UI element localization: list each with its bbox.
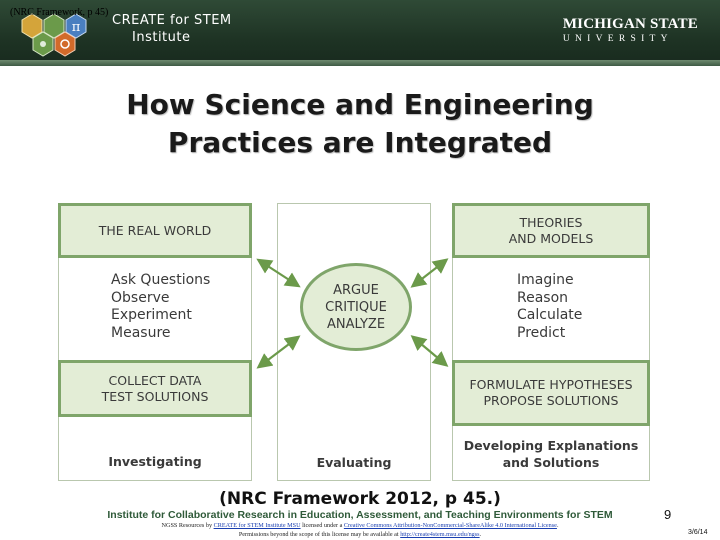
license-mid: licensed under a — [300, 522, 344, 529]
investigating-label: Investigating — [108, 454, 202, 469]
practices-diagram — [54, 203, 654, 485]
license-prefix: NGSS Resources by — [161, 522, 214, 529]
list-item: Measure — [111, 324, 171, 341]
license-end: . — [556, 522, 559, 529]
license-notice — [0, 521, 720, 539]
list-item: Calculate — [517, 307, 583, 323]
footer-line2: and Solutions — [502, 455, 600, 470]
list-item: Predict — [517, 324, 566, 341]
create-line2: Institute — [132, 30, 191, 45]
arrow-formulate-oval — [414, 338, 445, 364]
reference-overlay: (NRC Framework, p 45) — [10, 7, 109, 18]
page-number: 9 — [664, 507, 672, 522]
oval-line1: ARGUE — [333, 282, 379, 298]
title-line1: How Science and Engineering — [126, 88, 594, 121]
create-msu-link[interactable]: CREATE for STEM Institute MSU — [213, 522, 301, 529]
list-item: Ask Questions — [111, 272, 211, 288]
list-item: Experiment — [111, 307, 192, 323]
title-line2: Practices are Integrated — [167, 126, 553, 159]
list-item: Imagine — [517, 272, 574, 288]
msu-line2: UNIVERSITY — [562, 34, 673, 44]
citation: (NRC Framework 2012, p 45.) — [219, 489, 501, 509]
arrow-theories-oval — [414, 261, 445, 285]
oval-line2: CRITIQUE — [325, 299, 387, 315]
theories-line1: THEORIES — [519, 214, 583, 230]
pi-symbol: π — [71, 20, 81, 35]
collect-data-line1: COLLECT DATA — [108, 372, 202, 388]
theories-line2: AND MODELS — [508, 230, 594, 246]
arrow-real-world-oval — [260, 261, 297, 285]
permissions-end: . — [479, 531, 482, 538]
msu-line1: MICHIGAN STATE — [562, 16, 698, 32]
list-item: Reason — [517, 289, 569, 306]
list-item: Observe — [111, 289, 170, 306]
slide-title — [0, 86, 720, 162]
ngss-link[interactable]: http://create4stem.msu.edu/ngss — [400, 531, 480, 538]
create-line1: CREATE for STEM — [112, 13, 232, 28]
footer-line1: Developing Explanations — [463, 438, 639, 453]
real-world-label: THE REAL WORLD — [98, 222, 212, 238]
banner-divider — [0, 60, 720, 66]
cc-license-link[interactable]: Creative Commons Attribution-NonCommercial-ShareAlike 4.0 International License — [343, 522, 557, 529]
collect-data-line2: TEST SOLUTIONS — [101, 388, 209, 404]
arrow-collect-data-oval — [260, 338, 297, 366]
oval-line3: ANALYZE — [326, 316, 386, 332]
permissions-prefix: Permissions beyond the scope of this license may be available at — [238, 531, 401, 538]
slide-date: 3/6/14 — [688, 529, 708, 536]
evaluating-label: Evaluating — [316, 455, 392, 470]
formulate-line1: FORMULATE HYPOTHESES — [469, 377, 633, 392]
connector-arrows — [54, 203, 654, 485]
msu-wordmark — [563, 16, 698, 44]
create-institute-wordmark — [112, 12, 232, 46]
institute-name: Institute for Collaborative Research in Education, Assessment, and Teaching Environments for STEM — [107, 509, 613, 521]
formulate-line2: PROPOSE SOLUTIONS — [483, 393, 619, 408]
header-banner — [0, 0, 720, 66]
